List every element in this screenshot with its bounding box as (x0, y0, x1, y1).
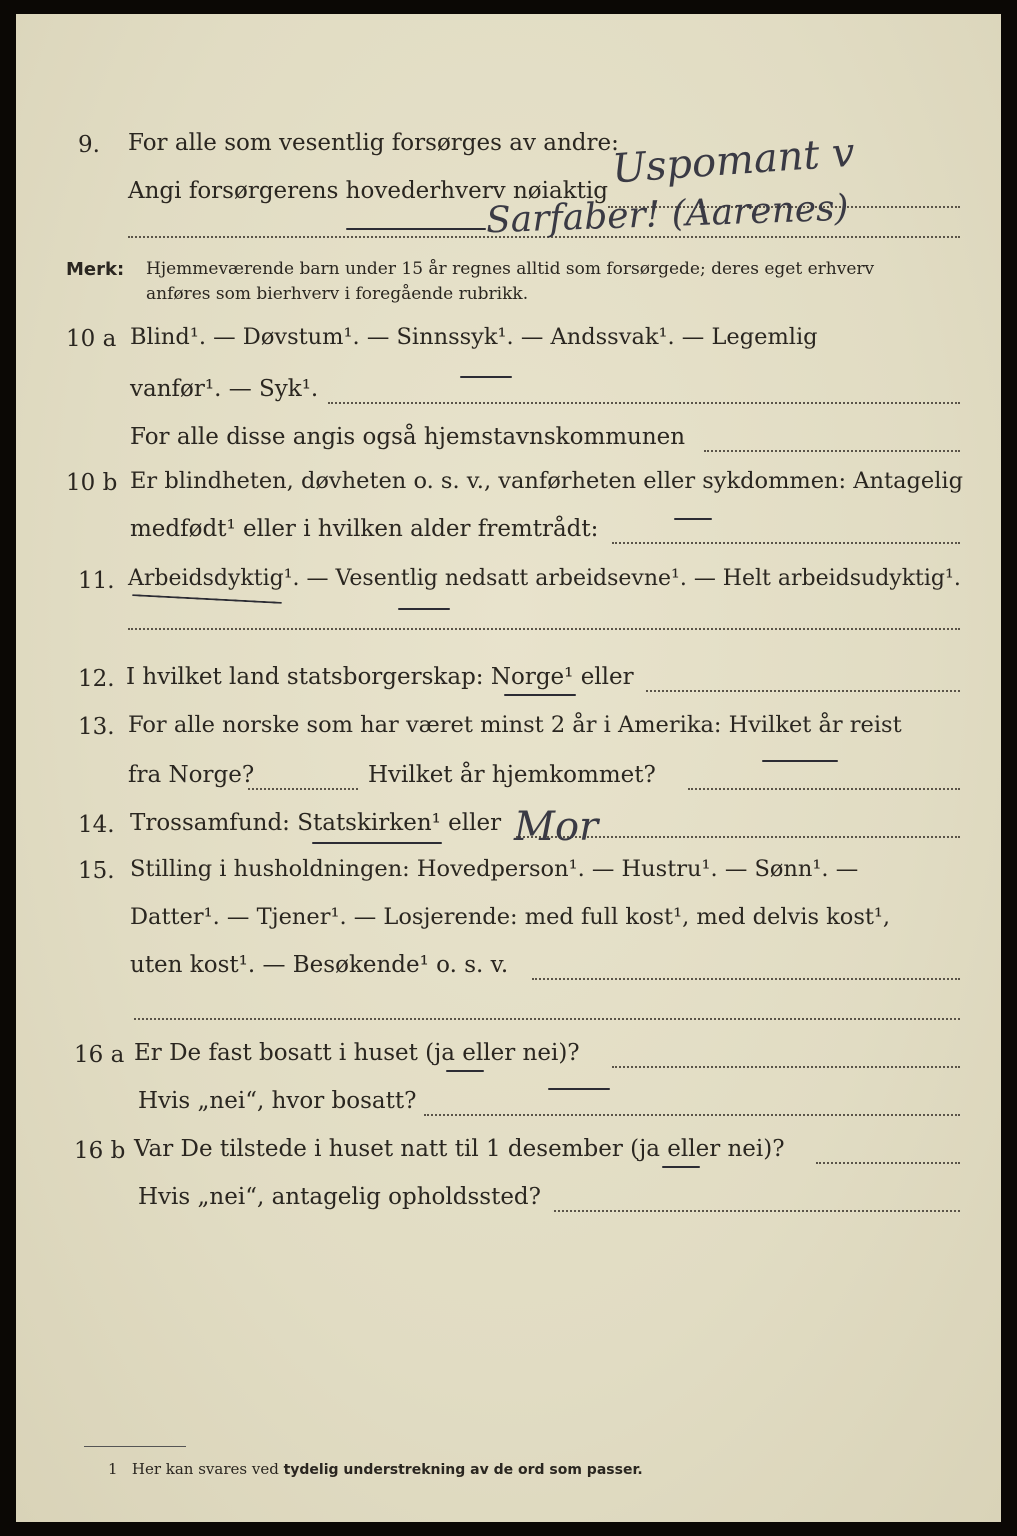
q16a-line2: Hvis „nei“, hvor bosatt? (138, 1088, 417, 1114)
q12-number: 12. (78, 666, 115, 692)
merk-label: Merk: (66, 259, 125, 280)
q16b-number: 16 b (74, 1138, 126, 1164)
q13-line2b: Hvilket år hjemkommet? (368, 762, 656, 788)
q10b-line2: medfødt¹ eller i hvilken alder fremtrådt: (130, 516, 599, 542)
footnote-text-bold: tydelig understrekning av de ord som passer. (283, 1462, 643, 1478)
q14-line1: Trossamfund: Statskirken¹ eller (130, 810, 502, 836)
q13-number: 13. (78, 714, 115, 740)
q11-arbeidsdyktig-underline (132, 594, 282, 604)
merk-line1: Hjemmeværende barn under 15 år regnes alltid som forsørgede; deres eget erhverv (146, 259, 875, 279)
q16a-number: 16 a (74, 1042, 125, 1068)
q15-line1: Stilling i husholdningen: Hovedperson¹. — Hustru¹. — Sønn¹. — (130, 856, 859, 882)
q10a-line3: For alle disse angis også hjemstavnskommunen (130, 424, 686, 450)
q16b-ja-underline (662, 1166, 700, 1168)
q10b-number: 10 b (66, 470, 118, 496)
q13-line2a: fra Norge? (128, 762, 255, 788)
q10a-line2: vanfør¹. — Syk¹. (130, 376, 319, 402)
q15-number: 15. (78, 858, 115, 884)
merk-line2: anføres som bierhverv i foregående rubrikk. (146, 284, 529, 304)
q13-dash-mark (762, 760, 838, 762)
q16a-field2[interactable] (424, 1114, 960, 1116)
q16a-line1: Er De fast bosatt i huset (ja eller nei)? (134, 1040, 580, 1066)
q16a-field1[interactable] (612, 1066, 960, 1068)
q11-field[interactable] (128, 628, 960, 630)
footnote-marker: 1 (108, 1460, 118, 1478)
q14-handwritten-answer: Mor (514, 804, 599, 850)
q10b-field[interactable] (612, 542, 960, 544)
q9-line2: Angi forsørgerens hovederhverv nøiaktig (128, 178, 608, 204)
q14-number: 14. (78, 812, 115, 838)
q16b-line2: Hvis „nei“, antagelig opholdssted? (138, 1184, 541, 1210)
q10a-line1: Blind¹. — Døvstum¹. — Sinnssyk¹. — Andssvak¹. — Legemlig (130, 324, 818, 350)
q13-year-left-field[interactable] (248, 788, 358, 790)
q12-line1: I hvilket land statsborgerskap: Norge¹ eller (126, 664, 634, 690)
q15-field1[interactable] (532, 978, 960, 980)
q10a-field1[interactable] (328, 402, 960, 404)
q11-line1: Arbeidsdyktig¹. — Vesentlig nedsatt arbeidsevne¹. — Helt arbeidsudyktig¹. (128, 566, 961, 591)
q14-statskirken-underline (312, 842, 442, 844)
q9-handwritten-answer2: Sarfaber! (Aarenes) (485, 187, 850, 242)
q9-line-stroke (346, 228, 486, 230)
q13-year-returned-field[interactable] (688, 788, 960, 790)
q16b-field1[interactable] (816, 1162, 960, 1164)
q16a-dash-mark (548, 1088, 610, 1090)
q9-number: 9. (78, 132, 100, 158)
q12-norge-underline (504, 694, 576, 696)
q10a-number: 10 a (66, 326, 117, 352)
q10b-dash-mark (674, 518, 712, 520)
q9-handwritten-answer1: Uspomant v (610, 129, 857, 193)
q15-line3: uten kost¹. — Besøkende¹ o. s. v. (130, 952, 509, 978)
q16b-field2[interactable] (554, 1210, 960, 1212)
q9-line1: For alle som vesentlig forsørges av andre: (128, 130, 619, 156)
q13-line1: For alle norske som har været minst 2 år i Amerika: Hvilket år reist (128, 712, 902, 738)
footnote-rule (84, 1446, 186, 1447)
q15-field2[interactable] (134, 1018, 960, 1020)
q12-field[interactable] (646, 690, 960, 692)
q10a-dash-mark (460, 376, 512, 378)
q16a-ja-underline (446, 1070, 484, 1072)
q16b-line1: Var De tilstede i huset natt til 1 desember (ja eller nei)? (134, 1136, 785, 1162)
q15-line2: Datter¹. — Tjener¹. — Losjerende: med full kost¹, med delvis kost¹, (130, 904, 891, 930)
q10b-line1: Er blindheten, døvheten o. s. v., vanførheten eller sykdommen: Antagelig (130, 468, 963, 494)
footnote (108, 1460, 643, 1478)
census-form-page (16, 14, 1001, 1522)
footnote-text-plain: Her kan svares ved (131, 1460, 279, 1478)
q11-dash-mark (398, 608, 450, 610)
q10a-field2[interactable] (704, 450, 960, 452)
q11-number: 11. (78, 568, 115, 594)
